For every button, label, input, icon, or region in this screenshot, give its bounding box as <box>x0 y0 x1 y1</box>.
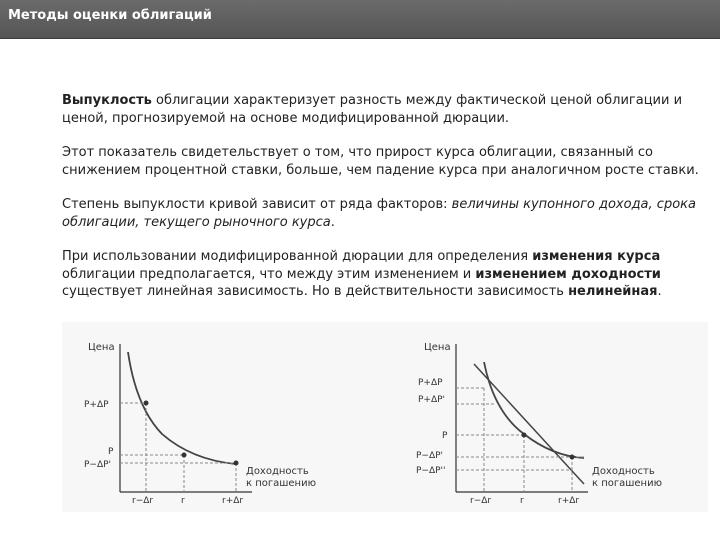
left-point-1 <box>144 401 149 406</box>
nonlinear-bold-1: изменения курса <box>532 249 661 264</box>
right-x-axis-label-1: Доходность <box>592 466 655 477</box>
right-price-curve <box>484 362 584 458</box>
nonlinear-text-2: облигации предполагается, что между этим изменением и <box>62 266 476 282</box>
factors-end: . <box>330 214 335 230</box>
paragraph-convexity-text: облигации характеризует разность между фактической ценой облигации и ценой, прогнозируемой на основе модифицированной дюрации. <box>62 93 683 126</box>
nonlinear-bold-3: нелинейная <box>568 284 658 299</box>
right-x-tick-1: r−Δr <box>470 496 492 506</box>
right-x-tick-3: r+Δr <box>558 496 580 506</box>
graph-left <box>84 342 316 506</box>
convexity-figure <box>62 322 708 512</box>
nonlinear-text-1: При использовании модифицированной дюрации для определения <box>62 249 533 264</box>
slide-title: Методы оценки облигаций <box>8 8 212 23</box>
left-point-2 <box>182 453 187 458</box>
left-price-curve <box>128 352 236 464</box>
right-y-tick-5: P−ΔP'' <box>416 466 446 476</box>
right-tangent-line <box>474 364 584 484</box>
right-y-tick-3: P <box>442 431 448 441</box>
nonlinear-text-3: существует линейная зависимость. Но в действительности зависимость <box>62 284 569 299</box>
right-point-right <box>570 455 575 460</box>
nonlinear-bold-2: изменением доходности <box>475 266 661 282</box>
left-x-tick-1: r−Δr <box>132 496 154 506</box>
right-x-tick-2: r <box>520 496 524 506</box>
left-x-tick-3: r+Δr <box>222 496 244 506</box>
left-x-axis-label-2: к погашению <box>246 478 317 489</box>
right-x-axis-label-2: к погашению <box>592 478 663 489</box>
nonlinear-text-4: . <box>657 284 662 299</box>
term-convexity: Выпуклость <box>62 93 152 108</box>
left-x-tick-2: r <box>181 496 185 506</box>
graph-right <box>416 342 662 506</box>
paragraph-factors <box>62 196 702 231</box>
slide-header <box>0 0 720 39</box>
convexity-graphs <box>62 322 708 512</box>
right-y-axis-label: Цена <box>424 342 451 353</box>
paragraph-indicator: Этот показатель свидетельствует о том, что прирост курса облигации, связанный со снижением процентной ставки, больше, чем падение курса при аналогичном росте ставки. <box>62 145 699 178</box>
factors-lead: Степень выпуклости кривой зависит от ряда факторов: <box>62 197 452 212</box>
factors-list: величины купонного дохода, срока облигации, текущего рыночного курса <box>62 197 696 230</box>
left-y-tick-3: P−ΔP' <box>84 460 112 470</box>
left-y-tick-1: P+ΔP <box>84 400 109 410</box>
paragraph-convexity <box>62 92 702 127</box>
left-y-tick-2: P <box>108 447 114 457</box>
right-y-tick-4: P−ΔP' <box>416 451 444 461</box>
left-point-3 <box>234 461 239 466</box>
right-point-center <box>522 433 527 438</box>
paragraph-nonlinear <box>62 248 702 301</box>
slide-body <box>62 92 702 318</box>
right-y-tick-1: P+ΔP <box>418 378 443 388</box>
left-y-axis-label: Цена <box>88 342 115 353</box>
right-y-tick-2: P+ΔP' <box>418 395 446 405</box>
left-x-axis-label-1: Доходность <box>246 466 309 477</box>
